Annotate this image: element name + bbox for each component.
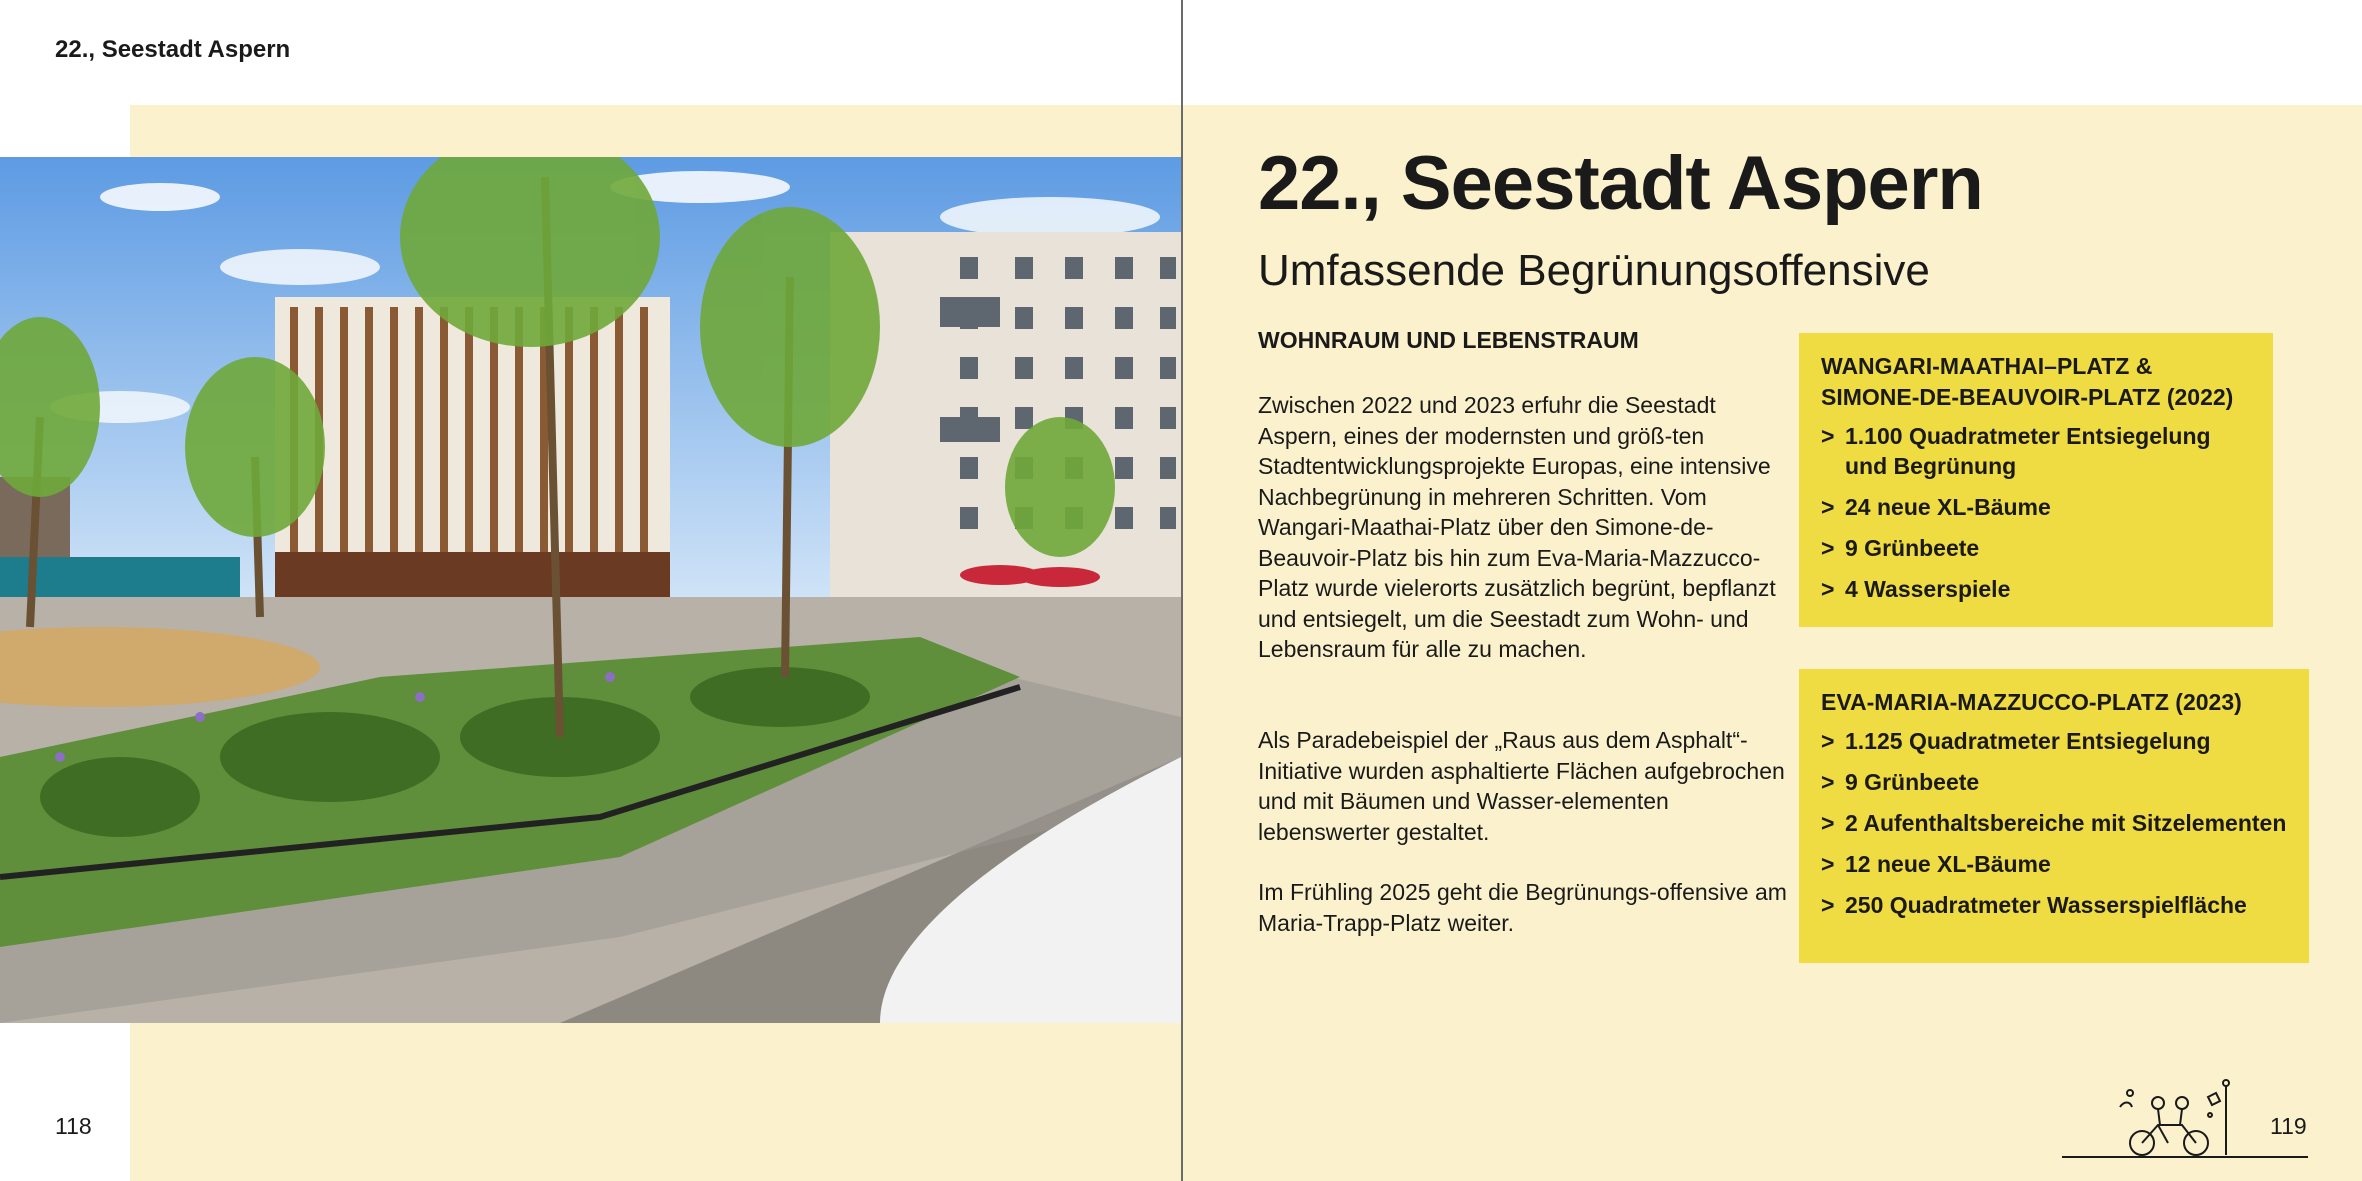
list-item: > 24 neue XL-Bäume: [1821, 494, 2051, 520]
body-paragraph-2: Als Paradebeispiel der „Raus aus dem Asphalt“-Initiative wurden asphaltierte Flächen aufgebrochen und mit Bäumen und Wasser-elementen lebenswerter gestaltet.: [1258, 727, 1785, 845]
running-head: 22., Seestadt Aspern: [55, 36, 291, 63]
bullet-arrow-icon: >: [1821, 769, 1835, 795]
list-item: > 1.125 Quadratmeter Entsiegelung: [1821, 728, 2211, 754]
info-box-title: EVA-MARIA-MAZZUCCO-PLATZ (2023): [1821, 689, 2242, 715]
info-box-title: WANGARI-MAATHAI–PLATZ & SIMONE-DE-BEAUVOIR-PLATZ (2022): [1821, 353, 2234, 410]
section-heading: WOHNRAUM UND LEBENSTRAUM: [1258, 327, 1639, 353]
list-item: > 12 neue XL-Bäume: [1821, 851, 2051, 877]
bullet-arrow-icon: >: [1821, 423, 1835, 449]
list-item: > 250 Quadratmeter Wasserspielfläche: [1821, 892, 2247, 918]
page-divider: [1181, 0, 1183, 1181]
bullet-arrow-icon: >: [1821, 892, 1835, 918]
bullet-arrow-icon: >: [1821, 535, 1835, 561]
info-box-list: [1821, 421, 2251, 604]
bullet-arrow-icon: >: [1821, 810, 1835, 836]
bullet-arrow-icon: >: [1821, 494, 1835, 520]
page-subtitle: Umfassende Begrünungsoffensive: [1258, 246, 1930, 295]
list-item: > 9 Grünbeete: [1821, 769, 1980, 795]
bullet-arrow-icon: >: [1821, 728, 1835, 754]
info-box-eva-maria-mazzucco: [1799, 669, 2309, 963]
list-item: > 4 Wasserspiele: [1821, 576, 2011, 602]
info-box-wangari-maathai: [1799, 333, 2273, 627]
info-box-list: [1821, 726, 2287, 920]
body-paragraph-1: Zwischen 2022 und 2023 erfuhr die Seestadt Aspern, eines der modernsten und größ-ten Stadtentwicklungsprojekte Europas, eine intensive Nachbegrünung in mehreren Schritten. Vom Wangari-Maathai-Platz über den Simone-de-Beauvoir-Platz bis hin zum Eva-Maria-Mazzucco-Platz wurde vielerorts zusätzlich begrünt, bepflanzt und entsiegelt, um die Seestadt zum Wohn- und Lebensraum für alle zu machen.: [1258, 392, 1776, 662]
bullet-arrow-icon: >: [1821, 851, 1835, 877]
list-item: > 9 Grünbeete: [1821, 535, 1980, 561]
page-number-right: 119: [2270, 1113, 2307, 1139]
page-title: 22., Seestadt Aspern: [1258, 141, 1983, 226]
bullet-arrow-icon: >: [1821, 576, 1835, 602]
list-item: > 2 Aufenthaltsbereiche mit Sitzelementen: [1821, 810, 2287, 836]
seestadt-photo: [0, 157, 1181, 1023]
list-item: > 1.100 Quadratmeter Entsiegelung und Begrünung: [1821, 423, 2211, 479]
body-paragraph-3: Im Frühling 2025 geht die Begrünungs-offensive am Maria-Trapp-Platz weiter.: [1258, 879, 1787, 936]
page-number-left: 118: [55, 1113, 92, 1139]
